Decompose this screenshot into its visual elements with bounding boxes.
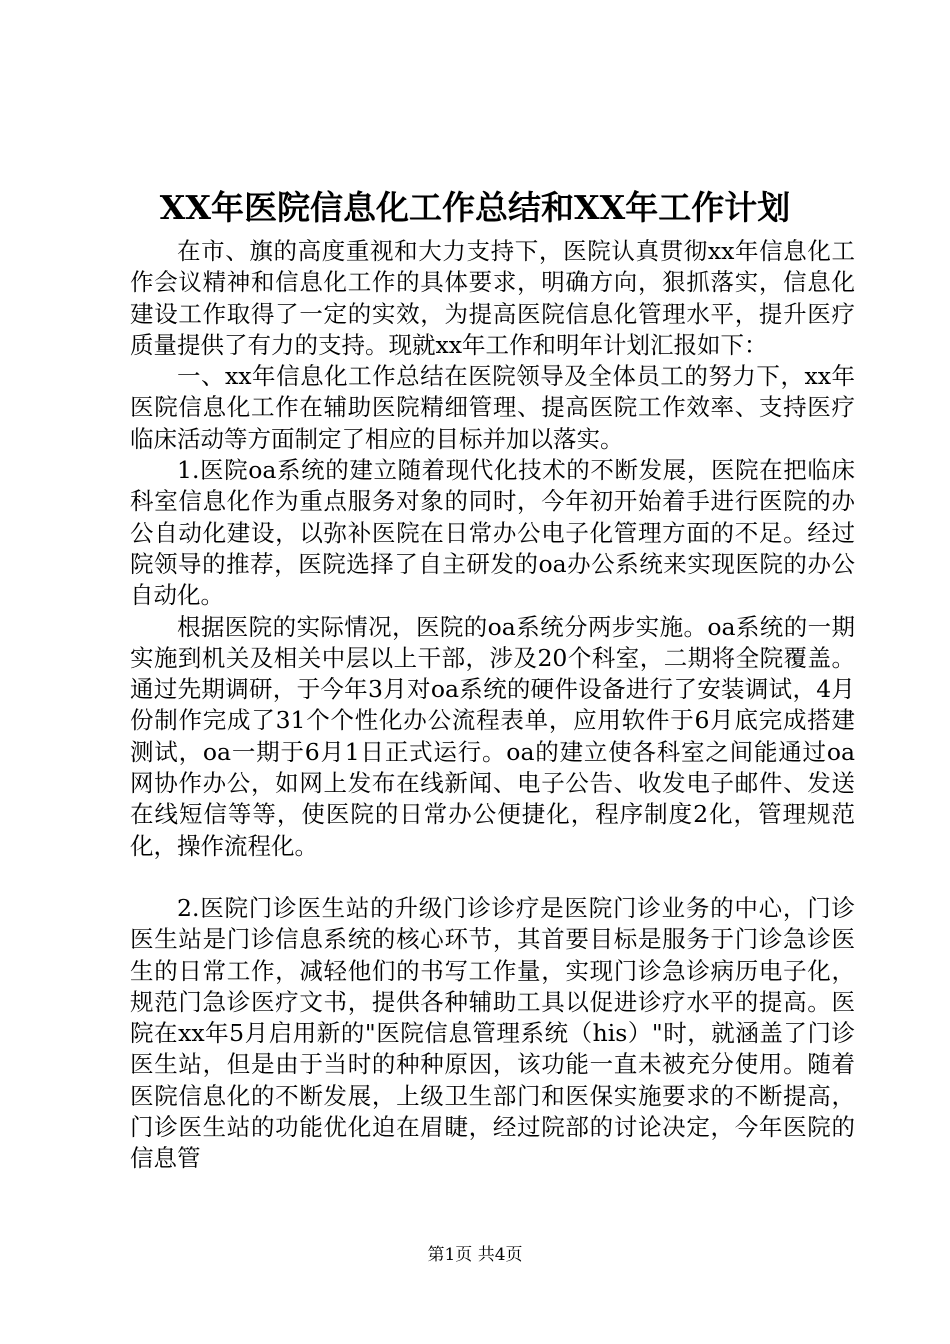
document-title: XX年医院信息化工作总结和XX年工作计划 [159, 188, 791, 227]
paragraph-summary-heading: 一、xx年信息化工作总结在医院领导及全体员工的努力下，xx年医院信息化工作在辅助医院精细管理、提高医院工作效率、支持医疗临床活动等方面制定了相应的目标并加以落实。 [130, 362, 855, 453]
page-number: 第1页 共4页 [427, 1245, 523, 1265]
paragraph-intro: 在市、旗的高度重视和大力支持下，医院认真贯彻xx年信息化工作会议精神和信息化工作的具体要求，明确方向，狠抓落实，信息化建设工作取得了一定的实效，为提高医院信息化管理水平，提升医疗质量提供了有力的支持。现就xx年工作和明年计划汇报如下： [130, 237, 855, 359]
paragraph-oa-implementation: 根据医院的实际情况，医院的oa系统分两步实施。oa系统的一期实施到机关及相关中层以上干部，涉及20个科室，二期将全院覆盖。通过先期调研，于今年3月对oa系统的硬件设备进行了安装调试，4月份制作完成了31个个性化办公流程表单，应用软件于6月底完成搭建测试，oa一期于6月1日正式运行。oa的建立使各科室之间能通过oa网协作办公，如网上发布在线新闻、电子公告、收发电子邮件、发送在线短信等等，使医院的日常办公便捷化，程序制度2化，管理规范化，操作流程化。 [130, 612, 855, 860]
paragraph-oa-system: 1.医院oa系统的建立随着现代化技术的不断发展，医院在把临床科室信息化作为重点服务对象的同时，今年初开始着手进行医院的办公自动化建设，以弥补医院在日常办公电子化管理方面的不足。经过院领导的推荐，医院选择了自主研发的oa办公系统来实现医院的办公自动化。 [130, 456, 855, 610]
document-body [130, 236, 855, 1175]
paragraph-outpatient-station: 2.医院门诊医生站的升级门诊诊疗是医院门诊业务的中心，门诊医生站是门诊信息系统的核心环节，其首要目标是服务于门诊急诊医生的日常工作，减轻他们的书写工作量，实现门诊急诊病历电子化，规范门急诊医疗文书，提供各种辅助工具以促进诊疗水平的提高。医院在xx年5月启用新的"医院信息管理系统（his）"时，就涵盖了门诊医生站，但是由于当时的种种原因，该功能一直未被充分使用。随着医院信息化的不断发展，上级卫生部门和医保实施要求的不断提高，门诊医生站的功能优化迫在眉睫，经过院部的讨论决定，今年医院的信息管 [130, 893, 855, 1173]
paragraph-spacer [130, 862, 855, 893]
